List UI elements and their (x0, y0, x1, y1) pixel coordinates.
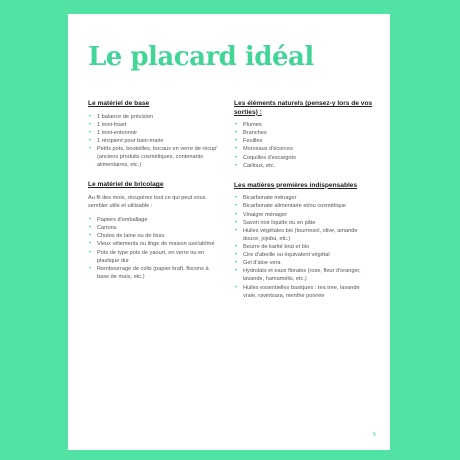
list-item: • Cire d'abeille ou équivalent végétal (234, 251, 374, 259)
list-item: • 1 mini-entonnoir (88, 129, 222, 137)
list-item: • Feuilles (234, 137, 374, 145)
list-item: • Branches (234, 129, 374, 137)
list-item: • Petits pots, bouteilles, bocaux en verre de récup' (anciens produits cosmétiques, contenants alimentaires, etc.) (88, 145, 222, 169)
list-item: • Bicarbonate alimentaire et/ou cosmétique (234, 202, 374, 210)
list-item: • Hydrolats et eaux florales (rose, fleur d'oranger, lavande, hamamélis, etc.) (234, 267, 374, 283)
list-item: • Chutes de laine ou de tissu (88, 232, 222, 240)
section-heading-materiel-bricolage: Le matériel de bricolage (88, 181, 164, 189)
list-item: • Plumes (234, 121, 374, 129)
list-item: • Beurre de karité brut et bio (234, 243, 374, 251)
list-materiel-base (88, 113, 222, 170)
page-number: 5 (372, 432, 376, 438)
section-heading-elements-naturels: Les éléments naturels (pensez-y lors de vos sorties) : (234, 100, 373, 116)
list-item: • Cailloux, etc. (234, 162, 374, 170)
list-item: • Vieux vêtements ou linge de maison usé/abîmé (88, 240, 222, 248)
list-item: • Papiers d'emballage (88, 216, 222, 224)
list-materiel-bricolage (88, 216, 222, 281)
section-intro: Au fil des mois, récupérez tout ce qui peut vous sembler utile et utilisable : (88, 194, 206, 209)
list-item: • 1 récipient pour bain-marie (88, 137, 222, 145)
list-item: • Bicarbonate ménager (234, 194, 374, 202)
list-item: • Morceaux d'écorces (234, 145, 374, 153)
list-item: • Cartons (88, 224, 222, 232)
list-elements-naturels (234, 121, 374, 170)
page-title: Le placard idéal (88, 42, 314, 72)
list-item: • Vinaigre ménager (234, 211, 374, 219)
list-item: • 1 mini-fouet (88, 121, 222, 129)
list-item: • Coquilles d'escargots (234, 154, 374, 162)
document-page (68, 14, 390, 450)
list-item: • Rembourrage de colis (papier kraft, flocons à base de maïs, etc.) (88, 265, 222, 281)
list-item: • Pots de type pots de yaourt, en verre ou en plastique dur (88, 249, 222, 265)
section-heading-matieres-premieres: Les matières premières indispensables (234, 181, 358, 189)
section-heading-materiel-base: Le matériel de base (88, 100, 150, 107)
list-item: • Gel d'aloe vera (234, 259, 374, 267)
list-item: • Huiles essentielles basiques : tea tree, lavande vraie, ravintsara, menthe poivrée (234, 284, 374, 300)
list-item: • Huiles végétales bio (tournesol, olive, amande douce, jojoba, etc.) (234, 227, 374, 243)
list-item: • Savon noir liquide ou en pâte (234, 219, 374, 227)
left-column (88, 100, 222, 293)
right-column (234, 100, 374, 312)
list-matieres-premieres (234, 194, 374, 299)
list-item: • 1 balance de précision (88, 113, 222, 121)
